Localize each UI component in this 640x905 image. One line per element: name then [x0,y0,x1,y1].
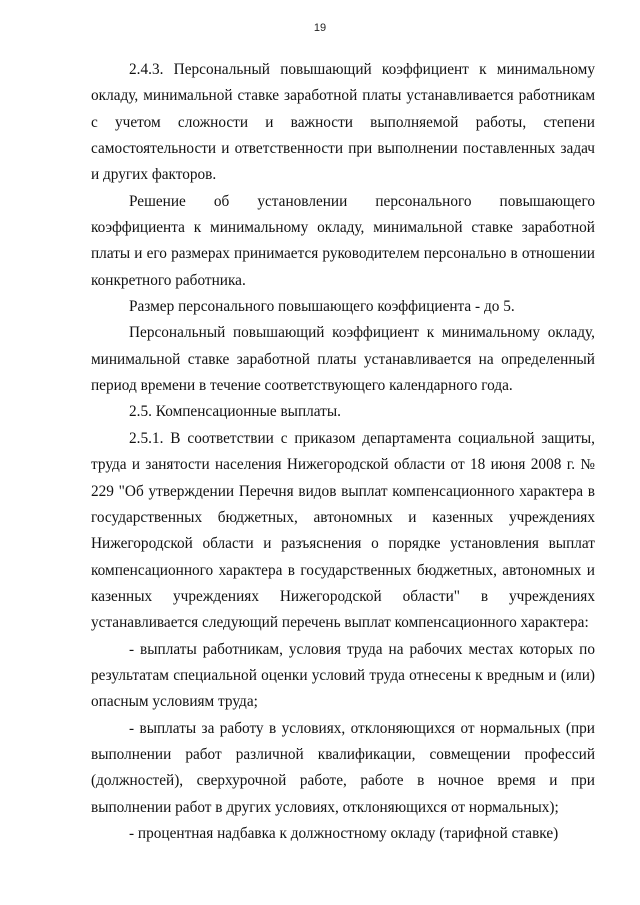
paragraph-decision: Решение об установлении персонального повышающего коэффициента к минимальному окладу, минимальной ставке заработной платы и его размерах принимается руководителем персонально в отношении конкретного работника. [91,192,595,289]
paragraph-2-4-3: 2.4.3. Персональный повышающий коэффициент к минимальному окладу, минимальной ставке заработной платы устанавливается работникам с учетом сложности и важности выполняемой работы, степени самостоятельности и ответственности при выполнении поставленных задач и других факторов. [91,61,595,184]
section-heading-2-5: 2.5. Компенсационные выплаты. [129,403,341,421]
list-item-percentage-bonus: - процентная надбавка к должностному окладу (тарифной ставке) [129,824,559,842]
paragraph-coefficient-size: Размер персонального повышающего коэффициента - до 5. [129,298,515,316]
page-number: 19 [313,22,327,34]
list-item-harmful-conditions: - выплаты работникам, условия труда на рабочих местах которых по результатам специальной оценки условий труда отнесены к вредным и (или) опасным условиям труда; [91,640,595,711]
list-item-abnormal-conditions: - выплаты за работу в условиях, отклоняющихся от нормальных (при выполнении работ различной квалификации, совмещении профессий (должностей), сверхурочной работе, работе в ночное время и при выполнении работ в других условиях, отклоняющихся от нормальных); [91,719,595,816]
document-body [91,57,595,847]
paragraph-2-5-1: 2.5.1. В соответствии с приказом департамента социальной защиты, труда и занятости населения Нижегородской области от 18 июня 2008 г. № 229 "Об утверждении Перечня видов выплат компенсационного характера в государственных бюджетных, автономных и казенных учреждениях Нижегородской области и разъяснения о порядке установления выплат компенсационного характера в государственных бюджетных, автономных и казенных учреждениях Нижегородской области" в учреждениях устанавливается следующий перечень выплат компенсационного характера: [91,429,595,632]
paragraph-coefficient-period: Персональный повышающий коэффициент к минимальному окладу, минимальной ставке заработной платы устанавливается на определенный период времени в течение соответствующего календарного года. [91,324,595,395]
